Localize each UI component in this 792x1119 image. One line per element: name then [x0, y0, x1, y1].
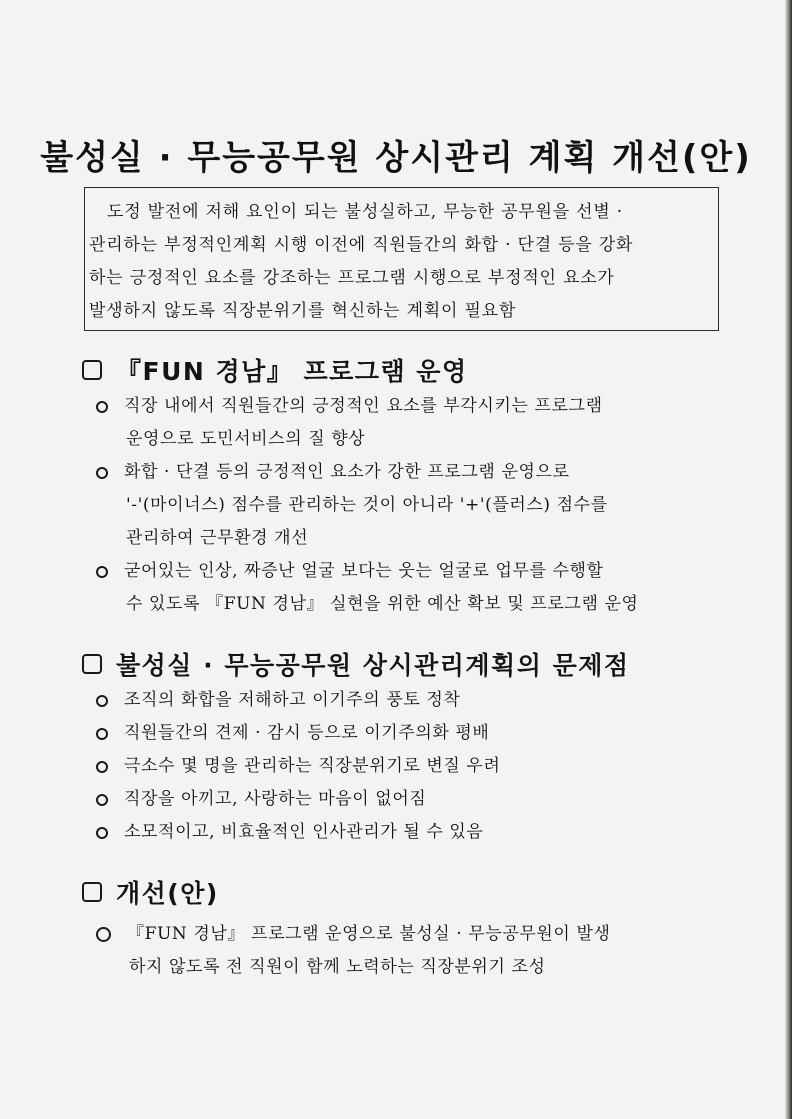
circle-bullet-icon: [96, 566, 108, 578]
bullet-text: 수 있도록 『FUN 경남』 실현을 위한 예산 확보 및 프로그램 운영: [126, 594, 639, 614]
bullet-item: [96, 684, 732, 717]
checkbox-square-icon: [82, 882, 102, 902]
circle-bullet-icon: [96, 467, 108, 479]
section-heading: [82, 872, 732, 912]
bullet-item: [96, 456, 732, 555]
page-title: 불성실 · 무능공무원 상시관리 계획 개선(안): [40, 138, 752, 178]
section-title: 개선(안): [116, 879, 219, 908]
circle-bullet-icon: [96, 728, 108, 740]
bullet-text: 관리하여 근무환경 개선: [126, 528, 309, 548]
bullet-item: [96, 918, 732, 984]
circle-bullet-icon: [96, 827, 108, 839]
intro-line: 하는 긍정적인 요소를 강조하는 프로그램 시행으로 부정적인 요소가: [89, 268, 615, 288]
bullet-text: 『FUN 경남』 프로그램 운영으로 불성실 · 무능공무원이 발생: [127, 924, 611, 944]
section-fun-program: [82, 350, 732, 621]
bullet-text: 굳어있는 인상, 짜증난 얼굴 보다는 웃는 얼굴로 업무를 수행할: [124, 561, 604, 581]
circle-bullet-icon: [96, 794, 108, 806]
bullet-item: [96, 783, 732, 816]
bullet-text: 소모적이고, 비효율적인 인사관리가 될 수 있음: [124, 822, 484, 842]
intro-box: [84, 187, 719, 331]
circle-bullet-icon: [96, 761, 108, 773]
section-title: 불성실 · 무능공무원 상시관리계획의 문제점: [116, 651, 630, 680]
bullet-text: 조직의 화합을 저해하고 이기주의 풍토 정착: [124, 690, 461, 710]
circle-bullet-icon: [96, 927, 111, 942]
bullet-text: 직장 내에서 직원들간의 긍정적인 요소를 부각시키는 프로그램: [124, 396, 603, 416]
section-problems: [82, 644, 732, 849]
bullet-item: [96, 555, 732, 621]
checkbox-square-icon: [82, 654, 102, 674]
checkbox-square-icon: [82, 360, 102, 380]
section-improvement: [82, 872, 732, 984]
bullet-text: '-'(마이너스) 점수를 관리하는 것이 아니라 '+'(플러스) 점수를: [126, 495, 608, 515]
intro-line: 도정 발전에 저해 요인이 되는 불성실하고, 무능한 공무원을 선별 ·: [107, 202, 624, 222]
bullet-item: [96, 717, 732, 750]
bullet-text: 직장을 아끼고, 사랑하는 마음이 없어짐: [124, 789, 427, 809]
bullet-text: 직원들간의 견제 · 감시 등으로 이기주의화 평배: [124, 723, 490, 743]
section-heading: [82, 644, 732, 684]
intro-line: 발생하지 않도록 직장분위기를 혁신하는 계획이 필요함: [89, 301, 517, 321]
bullet-item: [96, 816, 732, 849]
circle-bullet-icon: [96, 695, 108, 707]
bullet-text: 극소수 몇 명을 관리하는 직장분위기로 변질 우려: [124, 756, 501, 776]
section-title: 『FUN 경남』 프로그램 운영: [116, 357, 468, 386]
bullet-text: 화합 · 단결 등의 긍정적인 요소가 강한 프로그램 운영으로: [124, 462, 570, 482]
circle-bullet-icon: [96, 401, 108, 413]
bullet-text: 운영으로 도민서비스의 질 향상: [126, 429, 366, 449]
intro-line: 관리하는 부정적인계획 시행 이전에 직원들간의 화합 · 단결 등을 강화: [89, 235, 634, 255]
bullet-item: [96, 750, 732, 783]
bullet-text: 하지 않도록 전 직원이 함께 노력하는 직장분위기 조성: [129, 957, 546, 977]
section-heading: [82, 350, 732, 390]
bullet-item: [96, 390, 732, 456]
